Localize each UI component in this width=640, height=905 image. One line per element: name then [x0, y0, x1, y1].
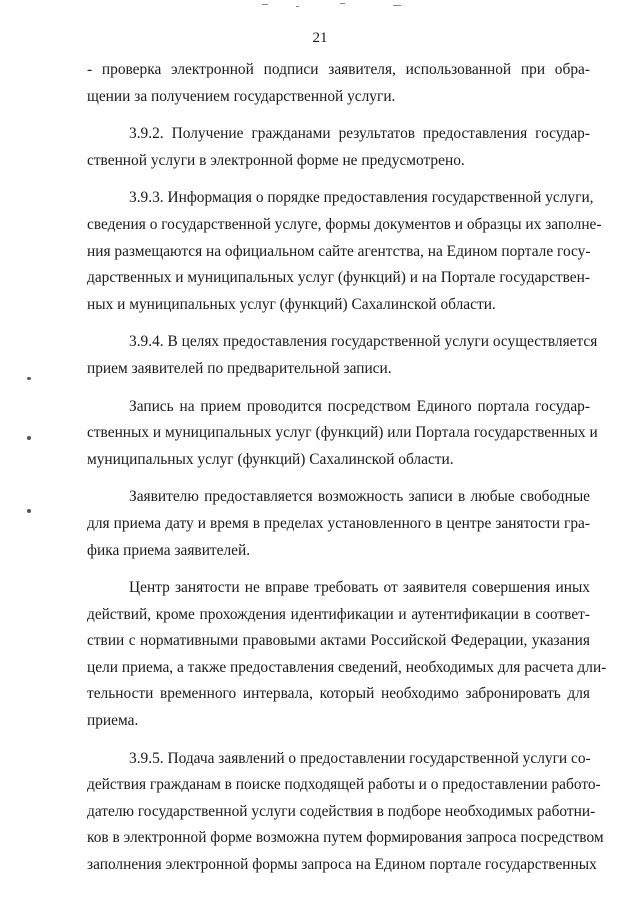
text-line: приема. — [87, 712, 139, 730]
document-body — [87, 57, 607, 890]
text-line: дателю государственной услуги содействия в подборе необходимых работни- — [87, 802, 596, 820]
text-line: ственных и муниципальных услуг (функций) или Портала государственных и — [87, 424, 598, 442]
text-line: дарственных и муниципальных услуг (функций) и на Портале государствен- — [87, 269, 590, 287]
text-line: заполнения электронной формы запроса на Едином портале государственных — [87, 856, 597, 874]
text-line: ния размещаются на официальном сайте агентства, на Едином портале госу- — [87, 242, 591, 260]
text-line: фика приема заявителей. — [87, 541, 251, 559]
text-line: ков в электронной форме возможна путем формирования запроса посредством — [87, 829, 604, 847]
text-line: Запись на прием проводится посредством Единого портала государ- — [129, 397, 590, 415]
text-line: ствии с нормативными правовыми актами Российской Федерации, указания — [87, 632, 590, 650]
text-line: ных и муниципальных услуг (функций) Сахалинской области. — [87, 295, 496, 313]
text-line: муниципальных услуг (функций) Сахалинской области. — [87, 450, 454, 468]
paragraph — [87, 575, 607, 735]
scan-artifact — [340, 3, 345, 4]
margin-mark — [27, 509, 31, 513]
text-line: цели приема, а также предоставления сведений, необходимых для расчета дли- — [87, 658, 607, 676]
text-line: 3.9.2. Получение гражданами результатов предоставления государ- — [129, 125, 590, 143]
text-line: 3.9.3. Информация о порядке предоставления государственной услуги, — [129, 189, 594, 207]
text-line: прием заявителей по предварительной записи. — [87, 359, 392, 377]
text-line: Центр занятости не вправе требовать от заявителя совершения иных — [129, 579, 590, 597]
text-line: действия гражданам в поиске подходящей работы и о предоставлении работо- — [87, 776, 601, 794]
text-line: 3.9.5. Подача заявлений о предоставлении государственной услуги со- — [129, 749, 591, 767]
paragraph — [87, 185, 602, 318]
text-line: действий, кроме прохождения идентификации и аутентификации в соответ- — [87, 605, 590, 623]
text-line: щении за получением государственной услуги. — [87, 87, 396, 105]
margin-mark — [27, 436, 31, 440]
text-line: 3.9.4. В целях предоставления государственной услуги осуществляется — [129, 333, 598, 351]
text-line: Заявителю предоставляется возможность записи в любые свободные — [129, 488, 590, 506]
scan-artifact — [296, 6, 299, 7]
scan-artifact — [262, 4, 268, 5]
paragraph — [87, 121, 590, 174]
text-line: - проверка электронной подписи заявителя, использованной при обра- — [87, 61, 590, 78]
text-line: для приема дату и время в пределах установленного в центре занятости гра- — [87, 514, 590, 532]
text-line: сведения о государственной услуге, формы документов и образцы их заполне- — [87, 215, 602, 233]
page-number: 21 — [312, 30, 328, 46]
paragraph — [87, 484, 590, 564]
text-line: ственной услуги в электронной форме не предусмотрено. — [87, 151, 465, 169]
paragraph — [87, 394, 598, 474]
margin-mark — [27, 377, 31, 380]
scan-artifact — [393, 5, 401, 6]
paragraph — [87, 57, 590, 110]
paragraph — [87, 746, 604, 879]
paragraph — [87, 329, 598, 382]
text-line: тельности временного интервала, который необходимо забронировать для — [87, 685, 590, 703]
